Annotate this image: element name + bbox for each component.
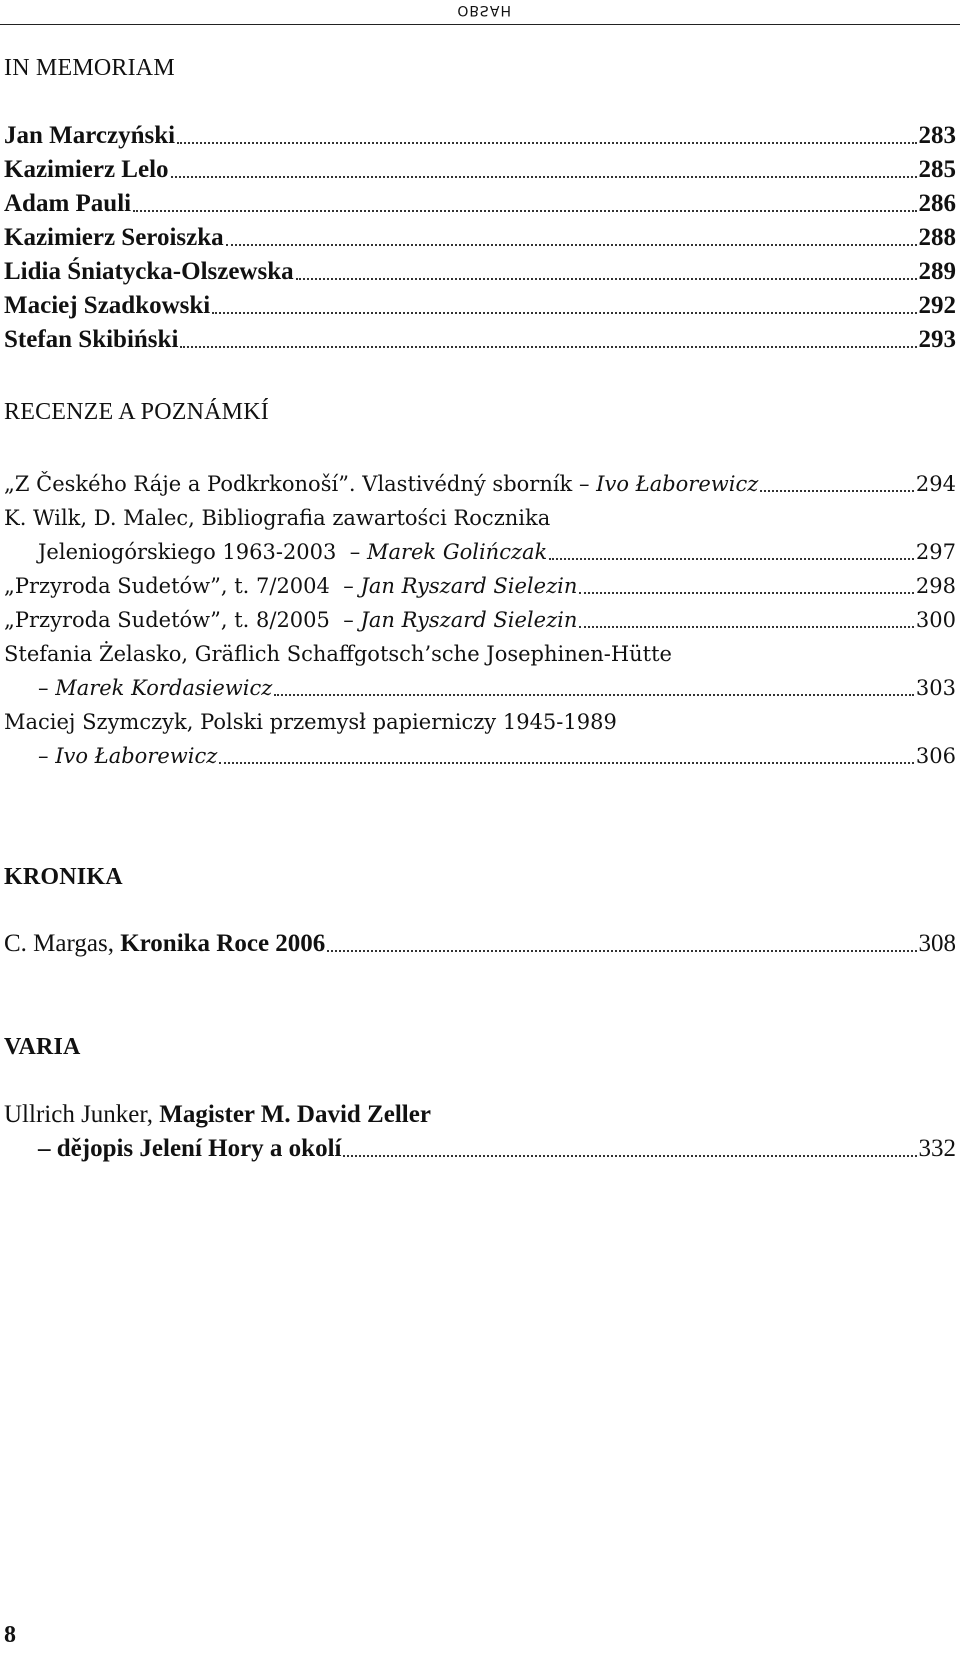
- entry-title: Kronika Roce 2006: [120, 930, 326, 957]
- toc-entry[interactable]: [4, 255, 956, 289]
- entry-author: Marek Kordasiewicz: [55, 676, 273, 700]
- toc-entry-continuation[interactable]: [4, 671, 956, 705]
- leader-dots: [180, 346, 916, 348]
- entry-name: Adam Pauli: [4, 190, 132, 217]
- section-title-recenze: RECENZE A POZNÁMKÍ: [4, 399, 269, 425]
- entry-author: Ivo Łaborewicz: [55, 744, 218, 768]
- entry-author: Ivo Łaborewicz: [596, 472, 759, 496]
- entry-page: 286: [918, 190, 956, 217]
- entry-author: Jan Ryszard Sielezin: [360, 574, 578, 598]
- section-title-kronika: KRONIKA: [4, 864, 123, 890]
- entry-name: Stefan Skibiński: [4, 326, 179, 353]
- toc-entry[interactable]: [4, 153, 956, 187]
- entry-dash: –: [343, 574, 354, 598]
- section-title-in-memoriam: IN MEMORIAM: [4, 55, 175, 81]
- toc-entry-continuation[interactable]: [4, 1132, 956, 1166]
- leader-dots: [760, 490, 914, 492]
- entry-dash: –: [38, 744, 49, 768]
- entry-page: 298: [915, 574, 956, 598]
- leader-dots: [133, 210, 916, 212]
- toc-entry[interactable]: [4, 187, 956, 221]
- toc-entry-continuation[interactable]: [4, 739, 956, 773]
- entry-author: C. Margas,: [4, 930, 114, 957]
- entry-name: Kazimierz Lelo: [4, 156, 169, 183]
- section-title-varia: VARIA: [4, 1034, 81, 1060]
- entry-dash: –: [38, 676, 49, 700]
- entry-title: K. Wilk, D. Malec, Bibliografia zawartości Rocznika: [4, 506, 551, 530]
- leader-dots: [579, 626, 914, 628]
- toc-entry[interactable]: [4, 323, 956, 357]
- toc-entry[interactable]: [4, 119, 956, 153]
- entry-page: 293: [918, 326, 956, 353]
- leader-dots: [549, 558, 914, 560]
- entry-page: 292: [918, 292, 956, 319]
- entry-dash: –: [343, 608, 354, 632]
- toc-entry[interactable]: [4, 927, 956, 961]
- leader-dots: [226, 244, 917, 246]
- recenze-list: [4, 467, 956, 773]
- entry-title: „Z Českého Ráje a Podkrkonoší”. Vlastivédný sborník: [4, 472, 573, 496]
- entry-author: Jan Ryszard Sielezin: [360, 608, 578, 632]
- entry-title: „Przyroda Sudetów”, t. 8/2005: [4, 608, 330, 632]
- toc-entry-line[interactable]: [4, 705, 956, 739]
- entry-page: 288: [918, 224, 956, 251]
- entry-dash: –: [349, 540, 361, 564]
- entry-name: Jan Marczyński: [4, 122, 176, 149]
- entry-author: Marek Golińczak: [366, 540, 548, 564]
- toc-entry[interactable]: [4, 603, 956, 637]
- entry-page: 289: [918, 258, 956, 285]
- entry-title-cont: Jeleniogórskiego 1963-2003: [38, 540, 337, 564]
- entry-name: Kazimierz Seroiszka: [4, 224, 224, 251]
- entry-page: 285: [918, 156, 956, 183]
- entry-page: 294: [915, 472, 956, 496]
- entry-title: Stefania Żelasko, Gräflich Schaffgotsch’sche Josephinen-Hütte: [4, 642, 672, 666]
- entry-page: 297: [915, 540, 956, 564]
- entry-name: Lidia Śniatycka-Olszewska: [4, 258, 294, 285]
- leader-dots: [212, 312, 916, 314]
- entry-title: Magister M. David Zeller: [159, 1101, 431, 1128]
- leader-dots: [219, 762, 914, 764]
- entry-page: 300: [915, 608, 956, 632]
- in-memoriam-list: [4, 119, 956, 357]
- toc-entry-line[interactable]: [4, 501, 956, 535]
- entry-dash: –: [578, 472, 590, 496]
- kronika-list: [4, 927, 956, 961]
- leader-dots: [177, 142, 916, 144]
- entry-name: Maciej Szadkowski: [4, 292, 211, 319]
- leader-dots: [579, 592, 914, 594]
- running-head-title: OBSAH: [457, 2, 512, 18]
- leader-dots: [274, 694, 914, 696]
- leader-dots: [171, 176, 917, 178]
- toc-entry[interactable]: [4, 467, 956, 501]
- entry-page: 283: [918, 122, 956, 149]
- entry-author: Ullrich Junker,: [4, 1101, 153, 1128]
- toc-entry-line[interactable]: [4, 1098, 956, 1132]
- toc-entry[interactable]: [4, 569, 956, 603]
- leader-dots: [296, 278, 917, 280]
- toc-entry-line[interactable]: [4, 637, 956, 671]
- running-head: [0, 0, 960, 25]
- page-number: 8: [4, 1622, 16, 1648]
- leader-dots: [327, 950, 916, 952]
- entry-title: „Przyroda Sudetów”, t. 7/2004: [4, 574, 330, 598]
- entry-page: 332: [918, 1135, 956, 1162]
- varia-list: [4, 1098, 956, 1166]
- entry-title-cont: – dějopis Jelení Hory a okolí: [38, 1135, 342, 1162]
- toc-entry-continuation[interactable]: [4, 535, 956, 569]
- entry-page: 303: [915, 676, 956, 700]
- toc-entry[interactable]: [4, 221, 956, 255]
- entry-title: Maciej Szymczyk, Polski przemysł papierniczy 1945-1989: [4, 710, 617, 734]
- entry-page: 308: [918, 930, 956, 957]
- toc-entry[interactable]: [4, 289, 956, 323]
- leader-dots: [343, 1155, 916, 1157]
- entry-page: 306: [915, 744, 956, 768]
